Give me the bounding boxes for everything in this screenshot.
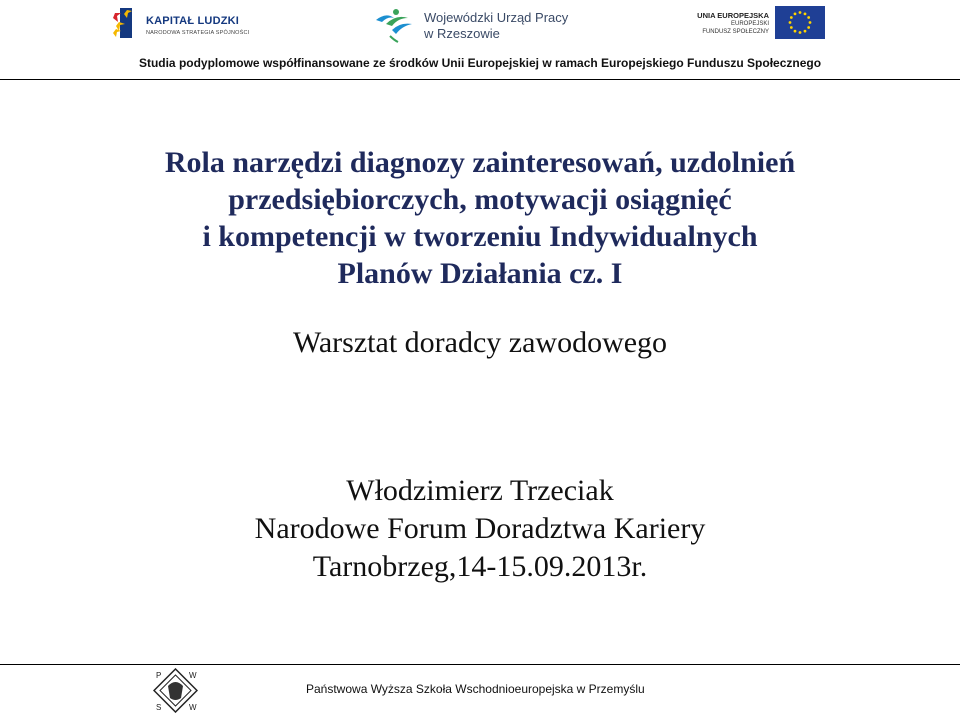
kapital-ludzki-title: KAPITAŁ LUDZKI: [146, 15, 240, 27]
pwsw-crest-icon: [153, 668, 198, 713]
place-and-date: Tarnobrzeg,14-15.09.2013r.: [312, 550, 648, 583]
eu-star-icon: [807, 26, 810, 29]
pwsw-letter: W: [189, 671, 197, 680]
pwsw-letter: P: [156, 671, 162, 680]
eu-star-icon: [804, 30, 807, 33]
eu-star-icon: [809, 21, 812, 24]
funding-note: Studia podyplomowe współfinansowane ze środków Unii Europejskiej w ramach Europejskiego Funduszu Społecznego: [138, 56, 822, 70]
wup-name-line1: Wojewódzki Urząd Pracy: [424, 10, 569, 25]
eu-star-icon: [804, 12, 807, 15]
eu-star-icon: [807, 16, 810, 19]
eu-star-icon: [799, 31, 802, 34]
author-block: [0, 472, 960, 586]
presentation-subtitle: Warsztat doradcy zawodowego: [292, 326, 668, 359]
eu-logo: [697, 6, 825, 40]
pwsw-letter: S: [156, 703, 162, 712]
eu-star-icon: [790, 16, 793, 19]
eu-star-icon: [799, 11, 802, 14]
eu-label-line3: FUNDUSZ SPOŁECZNY: [702, 29, 769, 35]
eu-star-icon: [794, 30, 797, 33]
kapital-ludzki-logo: [110, 6, 260, 42]
wup-name-line2: w Rzeszowie: [424, 26, 500, 41]
eu-label-line1: UNIA EUROPEJSKA: [697, 11, 769, 20]
presentation-title: [0, 144, 960, 292]
header-divider: [0, 79, 960, 80]
title-line: przedsiębiorczych, motywacji osiągnięć: [228, 183, 732, 216]
footer-divider: [0, 664, 960, 665]
eu-star-icon: [794, 12, 797, 15]
header-band: [0, 0, 960, 80]
eu-label-line2: EUROPEJSKI: [730, 21, 769, 27]
kapital-ludzki-subtitle: NARODOWA STRATEGIA SPÓJNOŚCI: [146, 30, 250, 36]
wup-logo: [372, 4, 572, 44]
title-line: i kompetencji w tworzeniu Indywidualnych: [202, 220, 758, 253]
eu-star-icon: [790, 26, 793, 29]
title-line: Rola narzędzi diagnozy zainteresowań, uzdolnień: [164, 146, 796, 179]
kapital-ludzki-mark-icon: [110, 6, 140, 42]
bird-icon: [372, 4, 416, 44]
eu-star-icon: [789, 21, 792, 24]
title-line: Planów Działania cz. I: [337, 257, 623, 290]
organization-name: Narodowe Forum Doradztwa Kariery: [254, 512, 706, 545]
author-name: Włodzimierz Trzeciak: [346, 474, 614, 507]
eu-flag-icon: [775, 6, 825, 39]
pwsw-letter: W: [189, 703, 197, 712]
institution-name: Państwowa Wyższa Szkoła Wschodnioeuropejska w Przemyślu: [306, 682, 645, 696]
